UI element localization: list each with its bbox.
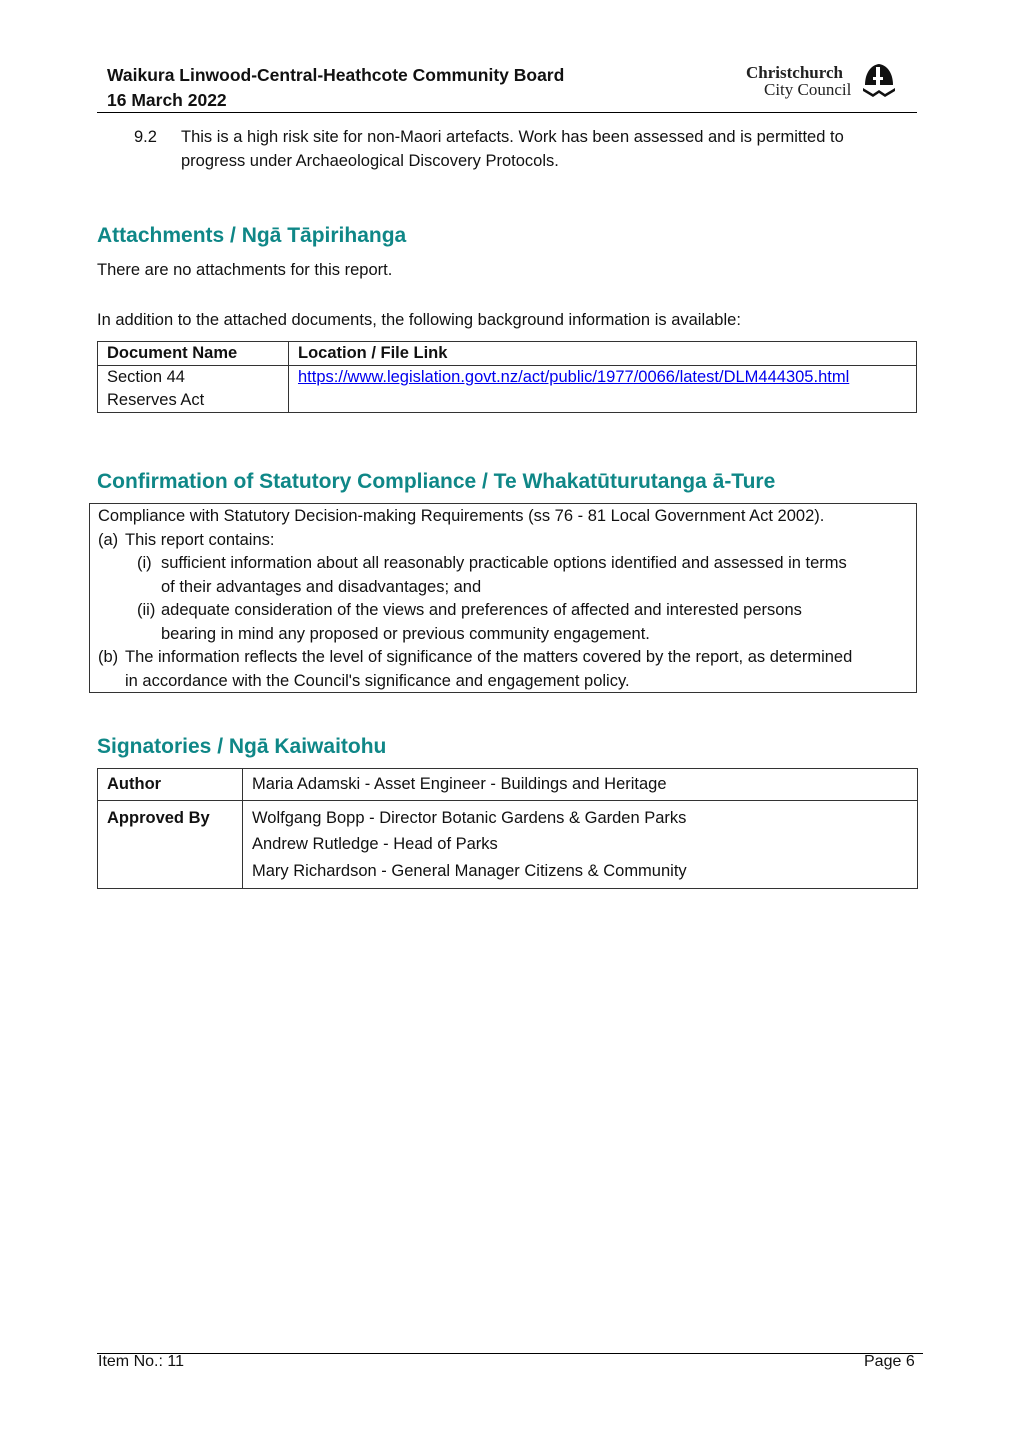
item-a-text: This report contains:	[125, 530, 275, 549]
item-ii-text-2: bearing in mind any proposed or previous community engagement.	[161, 624, 650, 643]
location-cell	[289, 366, 917, 413]
paragraph-text: This is a high risk site for non-Maori artefacts. Work has been assessed and is permitted to progress under Archaeological Discovery Protocols.	[181, 128, 844, 170]
item-b-label: (b)	[98, 648, 119, 666]
document-name-cell	[98, 366, 289, 413]
board-name: Waikura Linwood-Central-Heathcote Community Board	[107, 65, 565, 85]
compliance-intro: Compliance with Statutory Decision-making Requirements (ss 76 - 81 Local Government Act 2002).	[98, 507, 825, 525]
item-ii-label: (ii)	[137, 601, 156, 619]
author-label: Author	[98, 769, 243, 801]
approved-row	[98, 800, 918, 889]
item-number: Item No.: 11	[98, 1353, 184, 1370]
table-header-row	[98, 342, 917, 366]
footer-rule	[97, 1353, 923, 1354]
table-row	[98, 366, 917, 413]
document-name-header: Document Name	[98, 342, 289, 366]
no-attachments-text: There are no attachments for this report.	[97, 261, 393, 279]
item-b-text-1: The information reflects the level of significance of the matters covered by the report, as determined	[125, 648, 853, 666]
paragraph-number: 9.2	[134, 128, 157, 146]
signatories-table	[97, 768, 918, 889]
document-name-line-1: Section 44	[107, 368, 185, 386]
logo-line-1: Christchurch	[746, 63, 843, 82]
compliance-heading: Confirmation of Statutory Compliance / Te Whakatūturutanga ā-Ture	[97, 470, 776, 493]
cathedral-logo-icon	[859, 63, 899, 101]
item-a-label: (a)	[98, 530, 119, 549]
item-i-text-2: of their advantages and disadvantages; and	[161, 577, 482, 596]
background-intro-text: In addition to the attached documents, the following background information is available:	[97, 311, 741, 329]
item-b-text-2: in accordance with the Council's significance and engagement policy.	[125, 671, 630, 690]
location-header: Location / File Link	[289, 342, 917, 366]
document-header	[107, 63, 564, 113]
page-number: Page 6	[864, 1353, 915, 1370]
meeting-date: 16 March 2022	[107, 90, 227, 110]
item-i-text-1: sufficient information about all reasonably practicable options identified and assessed in terms	[161, 554, 847, 572]
approver-3: Mary Richardson - General Manager Citizens & Community	[252, 861, 687, 880]
approved-by-label: Approved By	[98, 800, 243, 889]
background-info-table	[97, 341, 917, 413]
approvers-cell	[243, 800, 918, 889]
signatories-heading: Signatories / Ngā Kaiwaitohu	[97, 735, 387, 758]
item-ii-text-1: adequate consideration of the views and preferences of affected and interested persons	[161, 601, 802, 619]
logo-line-2: City Council	[764, 80, 852, 99]
item-i-label: (i)	[137, 554, 152, 572]
attachments-heading: Attachments / Ngā Tāpirihanga	[97, 224, 407, 247]
approver-1: Wolfgang Bopp - Director Botanic Gardens & Garden Parks	[252, 808, 687, 827]
compliance-box	[89, 503, 917, 693]
approver-2: Andrew Rutledge - Head of Parks	[252, 835, 498, 853]
author-row	[98, 769, 918, 801]
author-name: Maria Adamski - Asset Engineer - Buildings and Heritage	[243, 769, 918, 801]
legislation-link[interactable]: https://www.legislation.govt.nz/act/public/1977/0066/latest/DLM444305.html	[298, 368, 850, 386]
header-rule	[97, 112, 917, 113]
council-logo	[746, 63, 901, 103]
document-name-line-2: Reserves Act	[107, 391, 205, 409]
